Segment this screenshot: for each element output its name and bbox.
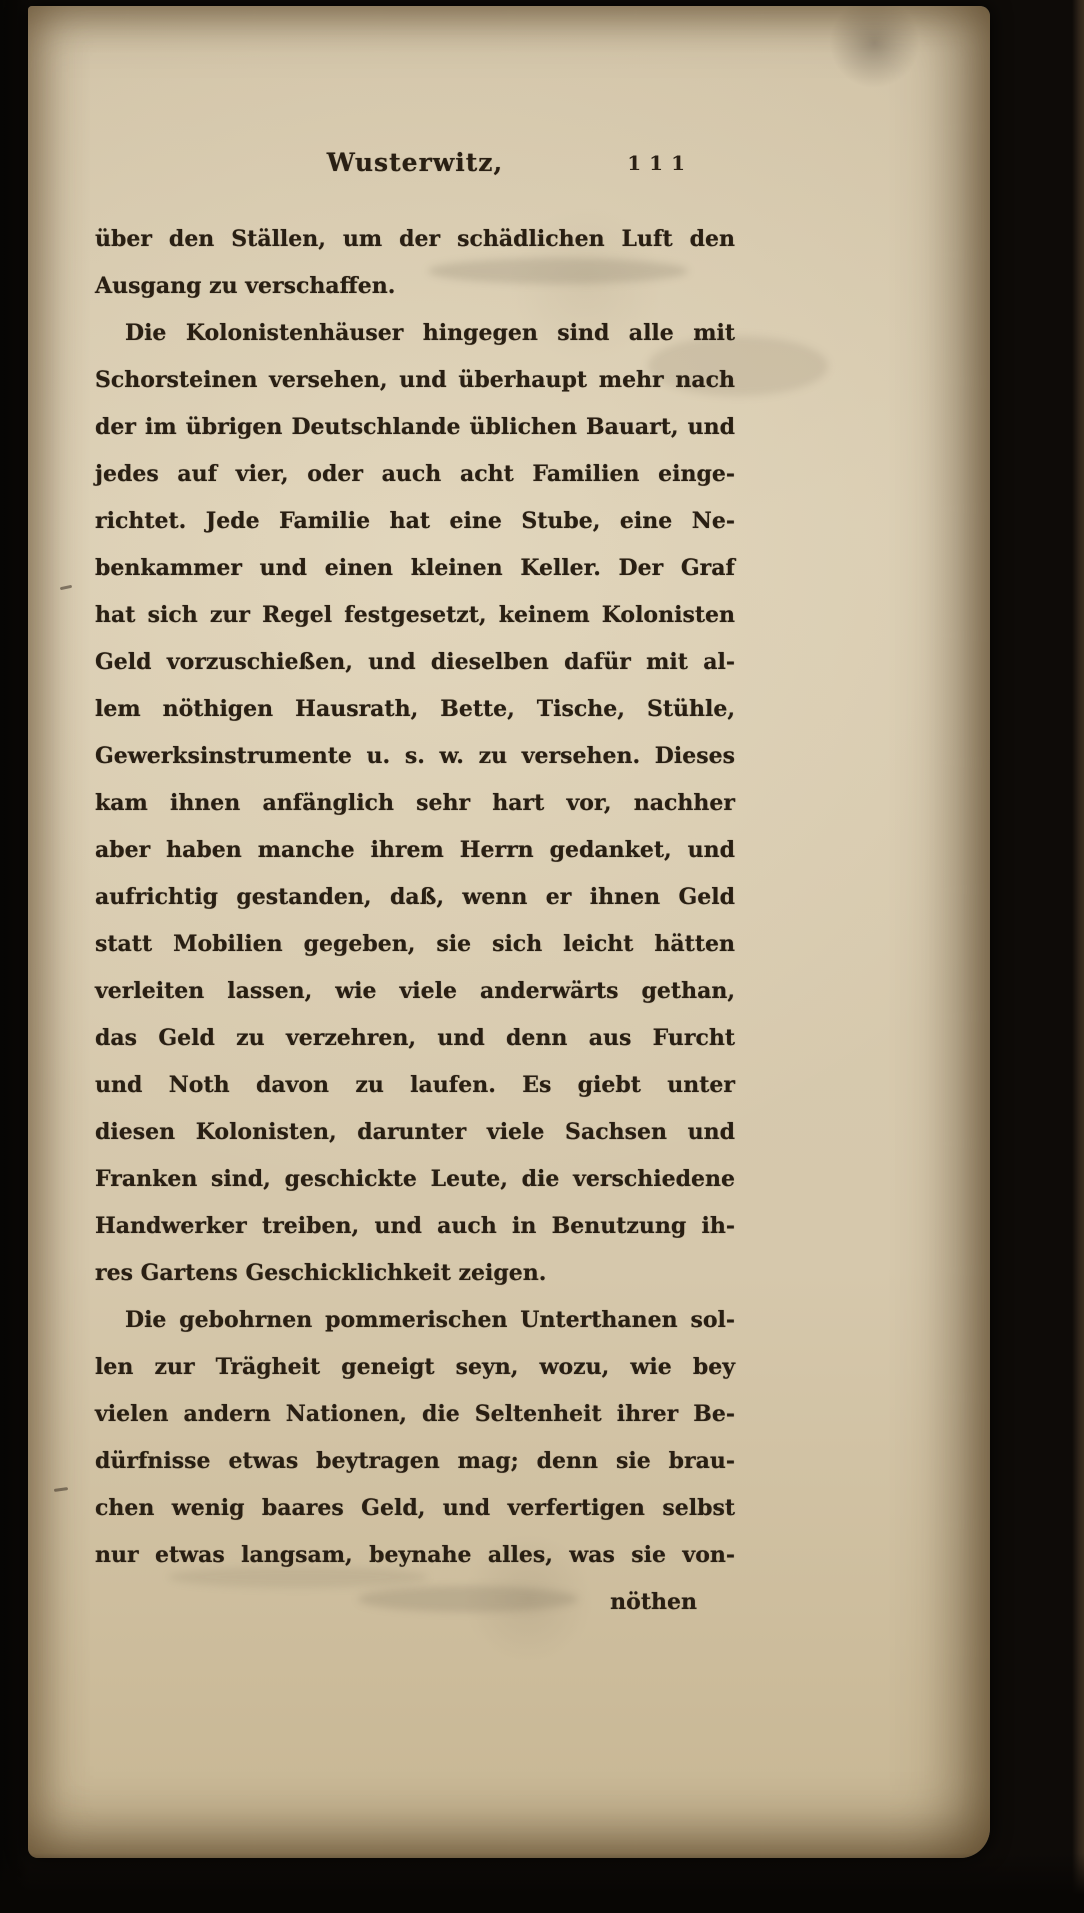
- text-line: chen wenig baares Geld, und verfertigen selbst: [95, 1495, 735, 1521]
- text-line: Die gebohrnen pommerischen Unterthanen sol-: [125, 1307, 735, 1333]
- catchword: nöthen: [610, 1589, 697, 1615]
- text-line: aufrichtig gestanden, daß, wenn er ihnen Geld: [95, 884, 735, 910]
- text-line: Handwerker treiben, und auch in Benutzung ih-: [95, 1213, 735, 1239]
- running-title: Wusterwitz,: [326, 148, 504, 177]
- text-line: richtet. Jede Familie hat eine Stube, eine Ne-: [95, 508, 735, 534]
- page-bottom-shadow: [0, 1853, 1084, 1913]
- text-line: Ausgang zu verschaffen.: [95, 273, 396, 299]
- text-line: benkammer und einen kleinen Keller. Der Graf: [95, 555, 735, 581]
- text-line: hat sich zur Regel festgesetzt, keinem Kolonisten: [95, 602, 735, 628]
- text-line: statt Mobilien gegeben, sie sich leicht hätten: [95, 931, 735, 957]
- paragraph: [95, 216, 735, 310]
- text-line: über den Ställen, um der schädlichen Luft den: [95, 226, 735, 252]
- text-line: nur etwas langsam, beynahe alles, was sie von-: [95, 1542, 735, 1568]
- text-line: res Gartens Geschicklichkeit zeigen.: [95, 1260, 547, 1286]
- margin-pen-mark: [54, 1487, 68, 1492]
- page-number: 111: [627, 151, 693, 175]
- text-line: aber haben manche ihrem Herrn gedanket, und: [95, 837, 735, 863]
- text-line: Gewerksinstrumente u. s. w. zu versehen. Dieses: [95, 743, 735, 769]
- text-line: Die Kolonistenhäuser hingegen sind alle mit: [125, 320, 735, 346]
- catchword-row: [95, 1579, 735, 1626]
- paragraph: [95, 1297, 735, 1579]
- book-edge: [1072, 0, 1084, 1913]
- text-line: kam ihnen anfänglich sehr hart vor, nachher: [95, 790, 735, 816]
- text-line: Schorsteinen versehen, und überhaupt mehr nach: [95, 367, 735, 393]
- page-header: [95, 148, 735, 188]
- text-line: das Geld zu verzehren, und denn aus Furcht: [95, 1025, 735, 1051]
- text-line: jedes auf vier, oder auch acht Familien einge-: [95, 461, 735, 487]
- text-line: dürfnisse etwas beytragen mag; denn sie brau-: [95, 1448, 735, 1474]
- margin-pen-mark: [60, 585, 72, 590]
- book-page: [28, 6, 990, 1858]
- text-line: verleiten lassen, wie viele anderwärts gethan,: [95, 978, 735, 1004]
- text-line: Geld vorzuschießen, und dieselben dafür mit al-: [95, 649, 735, 675]
- text-line: und Noth davon zu laufen. Es giebt unter: [95, 1072, 735, 1098]
- paragraph: [95, 310, 735, 1297]
- page-body: [95, 216, 735, 1626]
- text-line: vielen andern Nationen, die Seltenheit ihrer Be-: [95, 1401, 735, 1427]
- text-line: lem nöthigen Hausrath, Bette, Tische, Stühle,: [95, 696, 735, 722]
- text-line: der im übrigen Deutschlande üblichen Bauart, und: [95, 414, 735, 440]
- text-line: len zur Trägheit geneigt seyn, wozu, wie bey: [95, 1354, 735, 1380]
- text-line: diesen Kolonisten, darunter viele Sachsen und: [95, 1119, 735, 1145]
- text-line: Franken sind, geschickte Leute, die verschiedene: [95, 1166, 735, 1192]
